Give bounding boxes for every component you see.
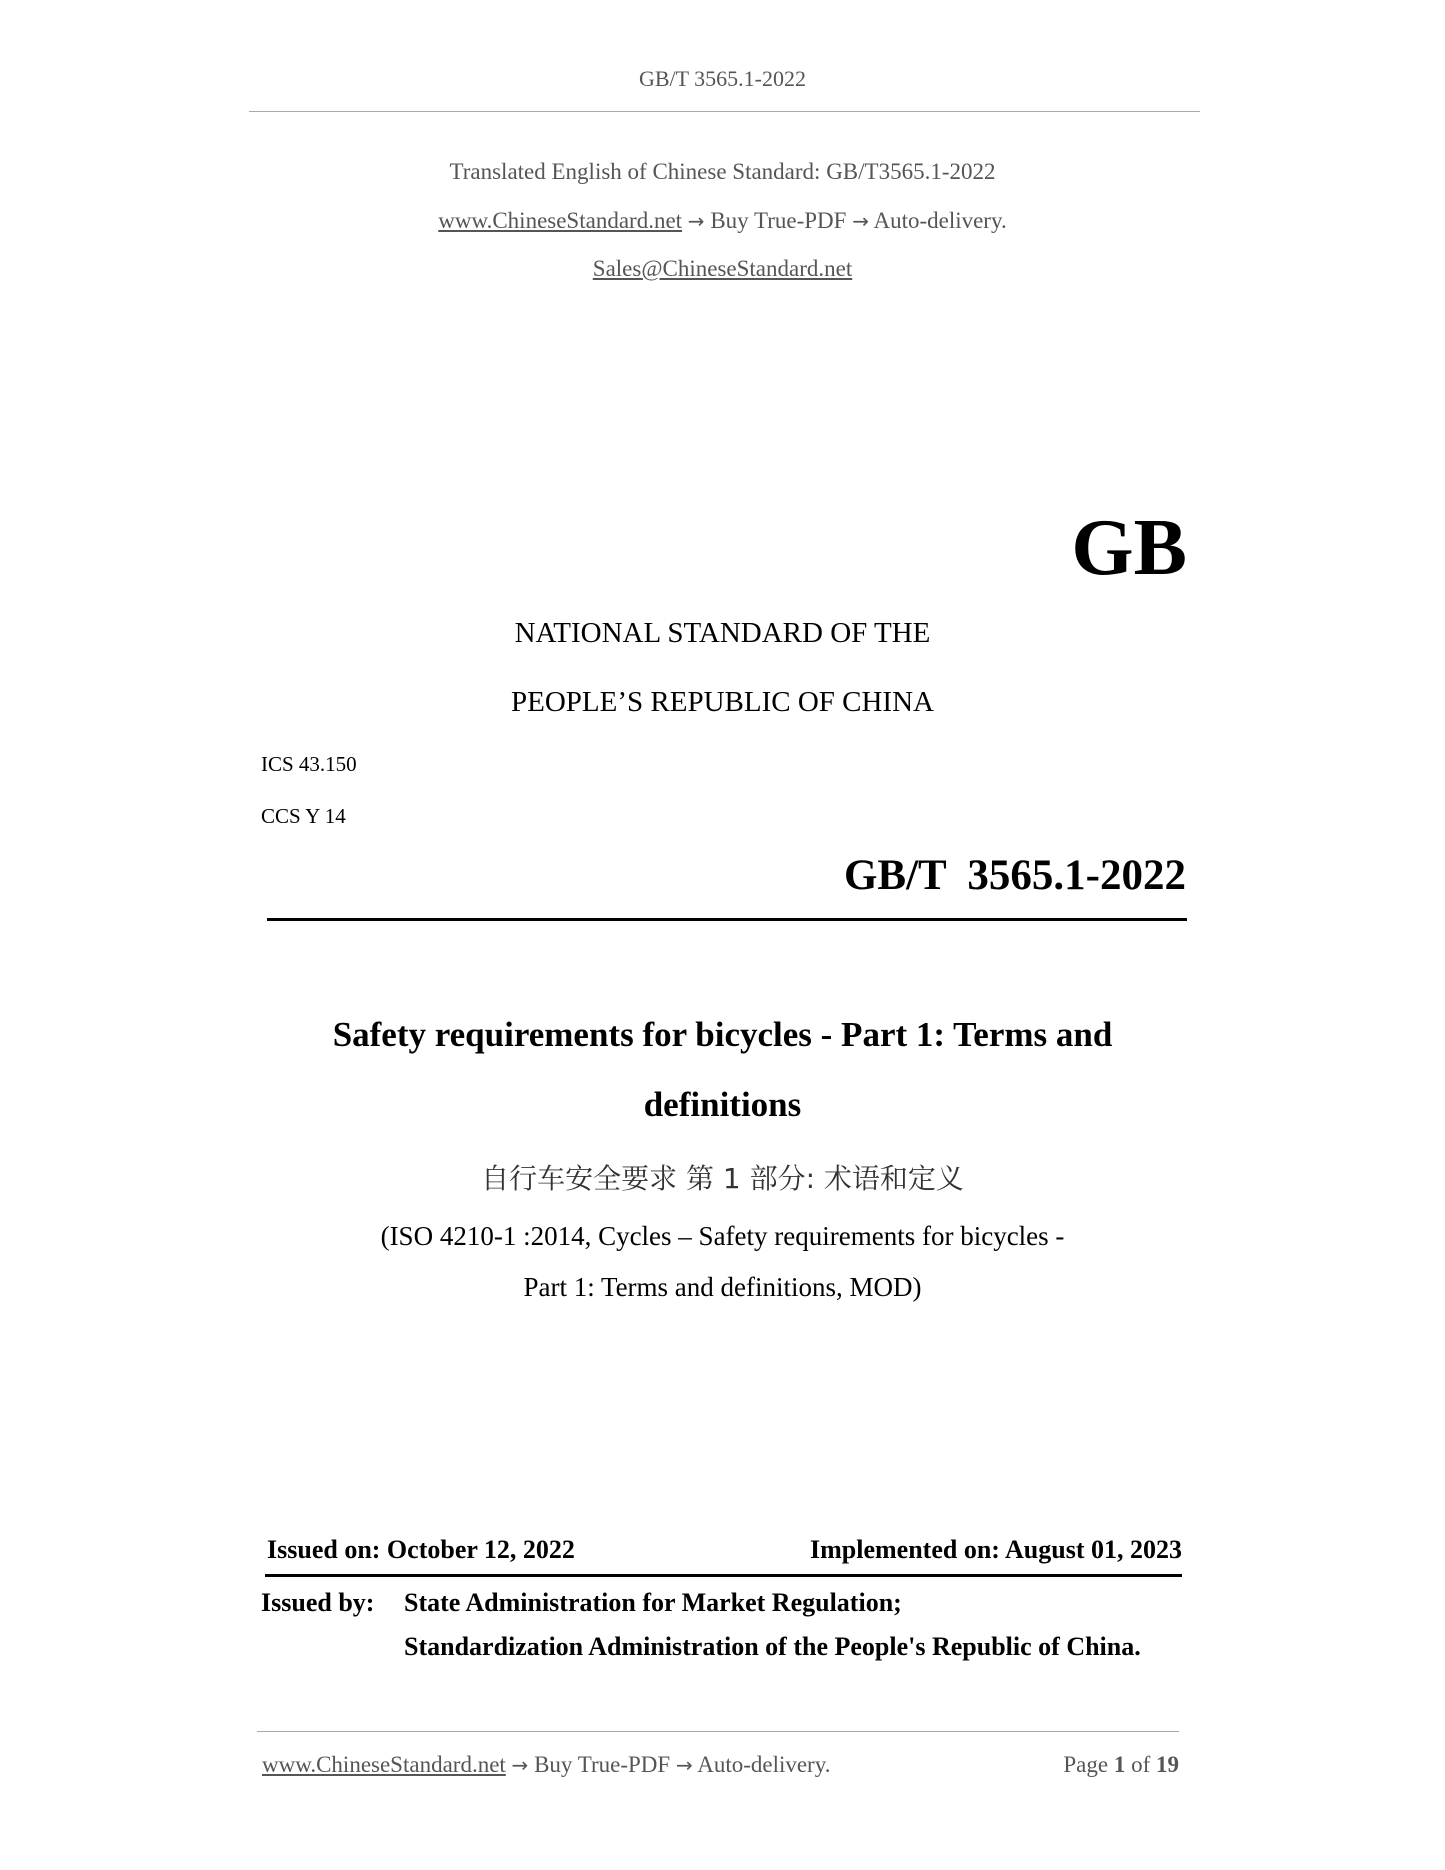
footer-site-link[interactable]: www.ChineseStandard.net <box>262 1752 506 1777</box>
iso-reference-line-2: Part 1: Terms and definitions, MOD) <box>523 1272 922 1302</box>
dates-rule <box>265 1574 1182 1577</box>
header-divider <box>249 111 1200 112</box>
running-header: GB/T 3565.1-2022 <box>638 66 807 91</box>
arrow-right-icon: → <box>675 1753 693 1777</box>
arrow-right-icon: → <box>852 209 869 233</box>
page-total: 19 <box>1156 1752 1179 1777</box>
national-standard-line-2: PEOPLE’S REPUBLIC OF CHINA <box>511 686 934 718</box>
issued-on-date: Issued on: October 12, 2022 <box>267 1535 575 1564</box>
page-label: Page <box>1063 1752 1109 1777</box>
issuer-line-1: State Administration for Market Regulation; <box>404 1588 902 1617</box>
title-line-1: Safety requirements for bicycles - Part 1: Terms and <box>332 1015 1113 1054</box>
arrow-right-icon: → <box>511 1753 529 1777</box>
email-line <box>0 256 1445 282</box>
iso-reference-line-1: (ISO 4210-1 :2014, Cycles – Safety requirements for bicycles - <box>380 1221 1065 1251</box>
issued-by-label: Issued by: <box>261 1588 375 1617</box>
standard-number-rule <box>267 918 1187 921</box>
buy-text: Buy True-PDF <box>710 208 847 233</box>
footer-buy-text: Buy True-PDF <box>534 1752 671 1777</box>
page-current: 1 <box>1113 1752 1126 1777</box>
site-link[interactable]: www.ChineseStandard.net <box>438 208 683 233</box>
national-standard-line-1: NATIONAL STANDARD OF THE <box>514 617 931 649</box>
ics-code: ICS 43.150 <box>261 752 357 776</box>
email-link[interactable]: Sales@ChineseStandard.net <box>592 256 853 281</box>
of-label: of <box>1131 1752 1151 1777</box>
footer-purchase-line <box>262 1752 830 1778</box>
purchase-line <box>0 208 1445 234</box>
gb-mark: GB <box>1071 504 1187 592</box>
standard-number: GB/T 3565.1-2022 <box>843 852 1186 899</box>
footer-divider <box>257 1731 1179 1732</box>
arrow-right-icon: → <box>687 209 705 233</box>
ccs-code: CCS Y 14 <box>261 804 346 828</box>
title-chinese: 自行车安全要求 第 1 部分: 术语和定义 <box>481 1162 964 1195</box>
auto-delivery-text: Auto-delivery. <box>873 208 1007 233</box>
translation-notice: Translated English of Chinese Standard: GB/T3565.1-2022 <box>449 159 996 184</box>
issuer-line-2: Standardization Administration of the People's Republic of China. <box>404 1632 1141 1661</box>
footer-auto-delivery-text: Auto-delivery. <box>697 1752 831 1777</box>
title-line-2: definitions <box>643 1085 802 1124</box>
implemented-on-date: Implemented on: August 01, 2023 <box>810 1535 1182 1564</box>
page-indicator <box>1063 1752 1179 1778</box>
